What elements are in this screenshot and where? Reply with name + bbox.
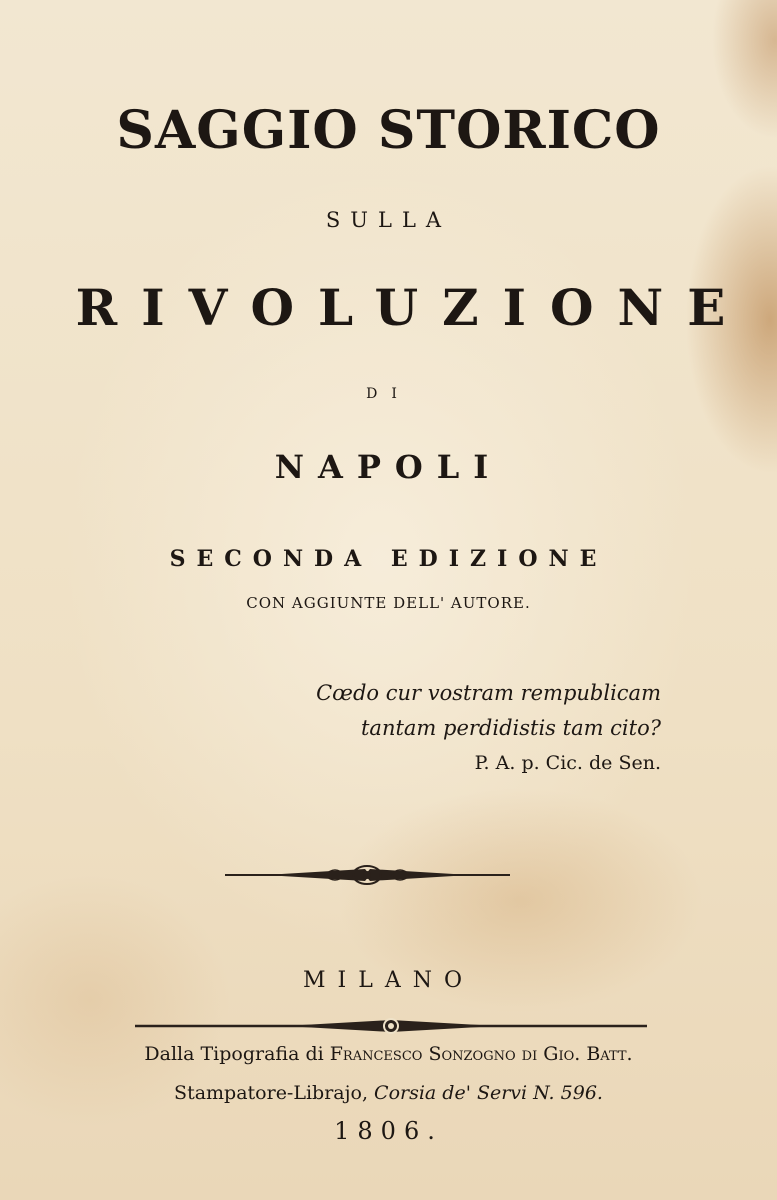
imprint-place: MILANO <box>303 968 474 993</box>
additions-line: CON AGGIUNTE DELL' AUTORE. <box>246 594 531 612</box>
imprint-printer-prefix: Dalla Tipografia di <box>144 1043 330 1065</box>
imprint-address-line <box>0 1082 777 1104</box>
imprint-trade: Stampatore-Librajo, <box>174 1082 375 1104</box>
imprint-printer-line <box>0 1043 777 1065</box>
epigraph <box>316 676 661 781</box>
book-subject: RIVOLUZIONE <box>75 278 750 337</box>
epigraph-line-1: Cœdo cur vostram rempublicam <box>316 681 661 705</box>
epigraph-line-2: tantam perdidistis tam cito? <box>360 716 661 740</box>
publication-year: 1806. <box>334 1117 443 1145</box>
edition-line: SECONDA EDIZIONE <box>169 546 608 572</box>
book-title: SAGGIO STORICO <box>116 100 661 161</box>
epigraph-citation: P. A. p. Cic. de Sen. <box>474 752 661 774</box>
book-city: NAPOLI <box>274 448 503 486</box>
ornament-rule-icon <box>135 1014 647 1038</box>
title-connector-di: DI <box>366 386 411 402</box>
imprint-address: Corsia de' Servi N. 596. <box>374 1082 603 1104</box>
imprint-printer-name: Francesco Sonzogno di Gio. Batt. <box>329 1043 633 1065</box>
title-connector-sulla: SULLA <box>325 208 452 232</box>
ornament-divider-icon <box>225 860 510 890</box>
